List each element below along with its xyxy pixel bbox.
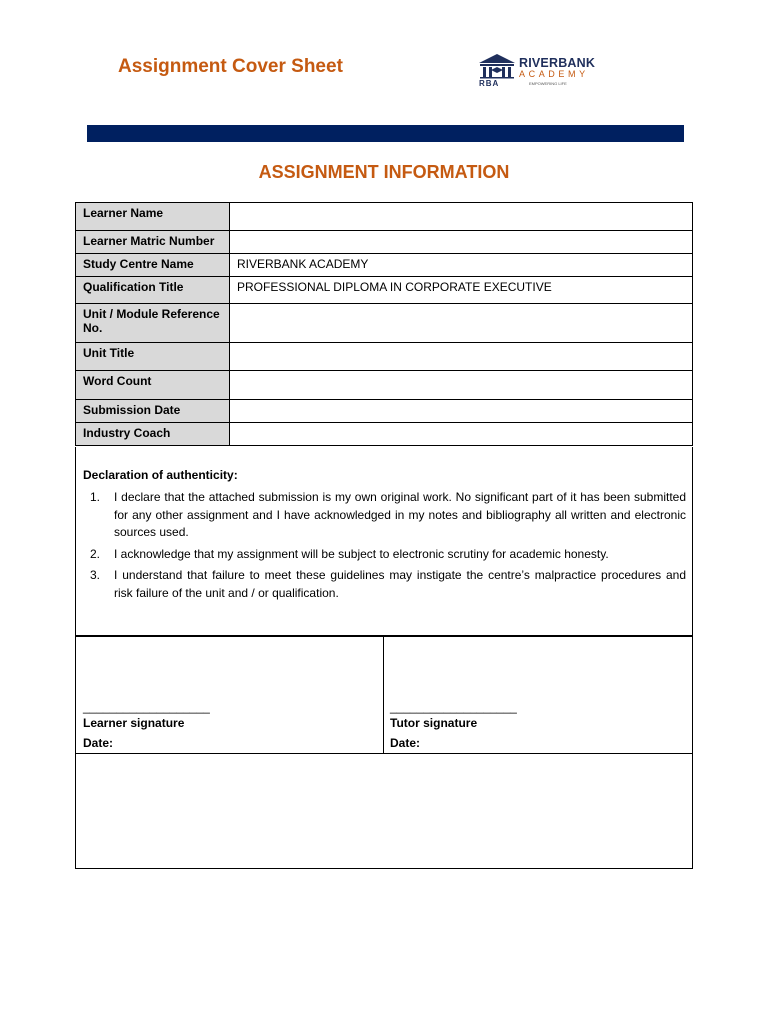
table-row [76, 343, 693, 371]
matric-number-field[interactable] [230, 231, 693, 254]
unit-title-field[interactable] [230, 343, 693, 371]
learner-date-label: Date: [83, 736, 114, 750]
header-divider-bar [87, 125, 684, 142]
row-label: Unit / Module Reference No. [76, 304, 230, 343]
tutor-date-label: Date: [390, 736, 421, 750]
logo-abbreviation: RBA [479, 79, 500, 88]
learner-name-field[interactable] [230, 203, 693, 231]
assignment-info-table [75, 202, 693, 446]
signature-line: ___________________ [83, 700, 210, 714]
row-label: Qualification Title [76, 277, 230, 304]
riverbank-logo [477, 52, 596, 92]
declaration-title: Declaration of authenticity: [83, 468, 238, 482]
list-text: I understand that failure to meet these guidelines may instigate the centre’s malpractice procedures and risk failure of the unit and / or qualification. [114, 568, 686, 600]
declaration-box [75, 447, 693, 636]
logo-tagline: EMPOWERING LIFE [529, 81, 567, 86]
table-row [76, 203, 693, 231]
list-number: 1. [90, 490, 101, 504]
qualification-title-field[interactable]: PROFESSIONAL DIPLOMA IN CORPORATE EXECUTIVE [230, 277, 693, 304]
list-text: I acknowledge that my assignment will be subject to electronic scrutiny for academic honesty. [114, 546, 609, 561]
tutor-signature-label: Tutor signature [390, 716, 478, 730]
declaration-list [90, 489, 686, 606]
list-item [90, 546, 686, 564]
section-heading: ASSIGNMENT INFORMATION [258, 162, 510, 182]
row-label: Submission Date [76, 400, 230, 423]
table-row [76, 277, 693, 304]
list-number: 3. [90, 568, 101, 582]
row-label: Learner Name [76, 203, 230, 231]
table-row [76, 304, 693, 343]
table-row [76, 231, 693, 254]
row-label: Learner Matric Number [76, 231, 230, 254]
study-centre-field[interactable]: RIVERBANK ACADEMY [230, 254, 693, 277]
industry-coach-field[interactable] [230, 423, 693, 446]
logo-subtitle: ACADEMY [519, 69, 589, 79]
signature-divider [383, 637, 384, 753]
word-count-field[interactable] [230, 371, 693, 400]
learner-signature-area[interactable] [83, 637, 383, 753]
signature-box [75, 636, 693, 754]
row-label: Word Count [76, 371, 230, 400]
table-row [76, 400, 693, 423]
submission-date-field[interactable] [230, 400, 693, 423]
table-row [76, 371, 693, 400]
row-label: Unit Title [76, 343, 230, 371]
notes-box[interactable] [75, 752, 693, 869]
signature-line: ___________________ [390, 700, 517, 714]
table-row [76, 423, 693, 446]
unit-reference-field[interactable] [230, 304, 693, 343]
list-number: 2. [90, 546, 101, 561]
list-item [90, 567, 686, 602]
page-title: Assignment Cover Sheet [118, 56, 343, 77]
learner-signature-label: Learner signature [83, 716, 185, 730]
list-text: I declare that the attached submission is my own original work. No significant part of it has been submitted for any other assignment and I have acknowledged in my notes and bibliography all written and electronic sources used. [114, 490, 686, 539]
logo-name: RIVERBANK [519, 56, 596, 70]
row-label: Study Centre Name [76, 254, 230, 277]
row-label: Industry Coach [76, 423, 230, 446]
table-row [76, 254, 693, 277]
tutor-signature-area[interactable] [390, 637, 690, 753]
list-item [90, 489, 686, 542]
